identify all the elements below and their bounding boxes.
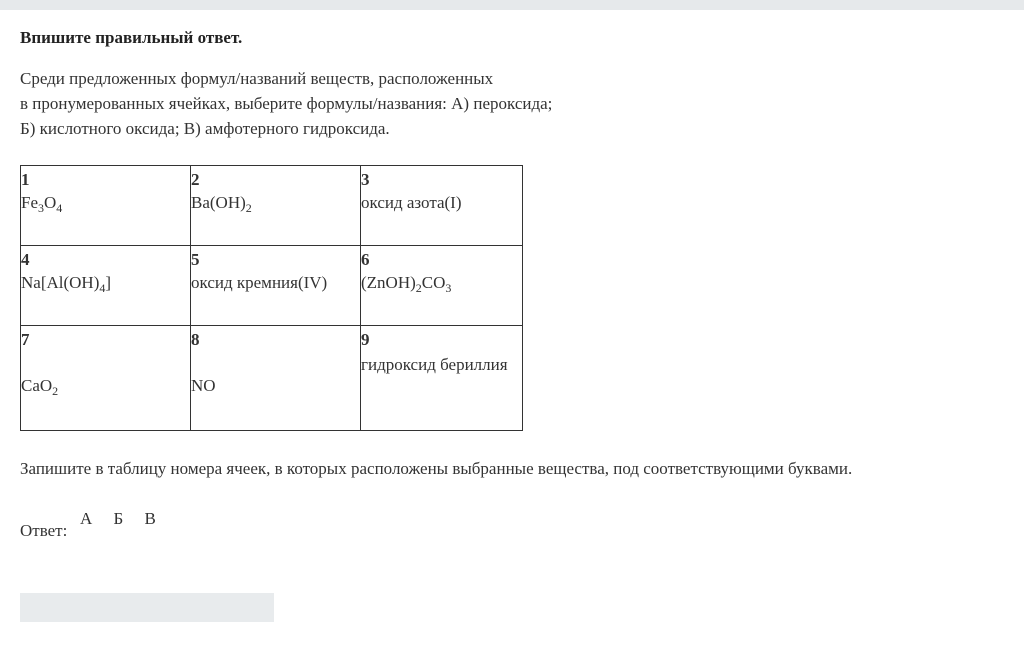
cell-number: 4 (21, 250, 30, 269)
cell-formula: $Na[Al(OH)_4]$ (21, 273, 112, 295)
cell-formula: гидроксид бериллия (361, 355, 508, 374)
table-cell (361, 326, 523, 431)
table-cell (361, 246, 523, 326)
table-cell (21, 166, 191, 246)
cell-number: 3 (361, 170, 370, 189)
cell-formula: CaO$_2$ (21, 376, 59, 398)
top-bar (0, 0, 1024, 10)
answer-instruction: Запишите в таблицу номера ячеек, в которых расположены выбранные вещества, под соответствующими буквами. (20, 459, 853, 478)
table-cell (191, 246, 361, 326)
table-cell (21, 246, 191, 326)
substances-table (20, 165, 523, 431)
cell-formula: $(ZnOH)_2CO_3$ (361, 273, 452, 295)
table-row (21, 246, 523, 326)
cell-formula: NO (191, 376, 216, 395)
cell-formula: $Ba(OH)_2$ (191, 193, 252, 215)
cell-formula: $Fe_3O_4$ (21, 193, 63, 215)
question-line: Б) кислотного оксида; В) амфотерного гидроксида. (20, 119, 390, 138)
cell-number: 6 (361, 250, 370, 269)
cell-formula: оксид азота(I) (361, 193, 462, 212)
cell-number: 7 (21, 330, 30, 349)
answer-letter-a: А (80, 509, 93, 528)
answer-letter-b: Б (113, 509, 124, 528)
cell-number: 8 (191, 330, 200, 349)
instruction-heading: Впишите правильный ответ. (20, 28, 243, 47)
table-cell (191, 166, 361, 246)
answer-letters (80, 509, 173, 529)
cell-number: 5 (191, 250, 200, 269)
cell-number: 9 (361, 330, 370, 349)
answer-letter-v: В (144, 509, 156, 528)
table-row (21, 166, 523, 246)
question-line: Среди предложенных формул/названий веществ, расположенных (20, 69, 494, 88)
table-cell (191, 326, 361, 431)
cell-formula: оксид кремния(IV) (191, 273, 328, 292)
cell-number: 2 (191, 170, 200, 189)
question-line: в пронумерованных ячейках, выберите формулы/названия: А) пероксида; (20, 94, 553, 113)
table-cell (21, 326, 191, 431)
answer-input[interactable] (20, 593, 274, 622)
question-text (20, 66, 552, 141)
table-cell (361, 166, 523, 246)
answer-label: Ответ: (20, 521, 68, 540)
table-row (21, 326, 523, 431)
cell-number: 1 (21, 170, 30, 189)
